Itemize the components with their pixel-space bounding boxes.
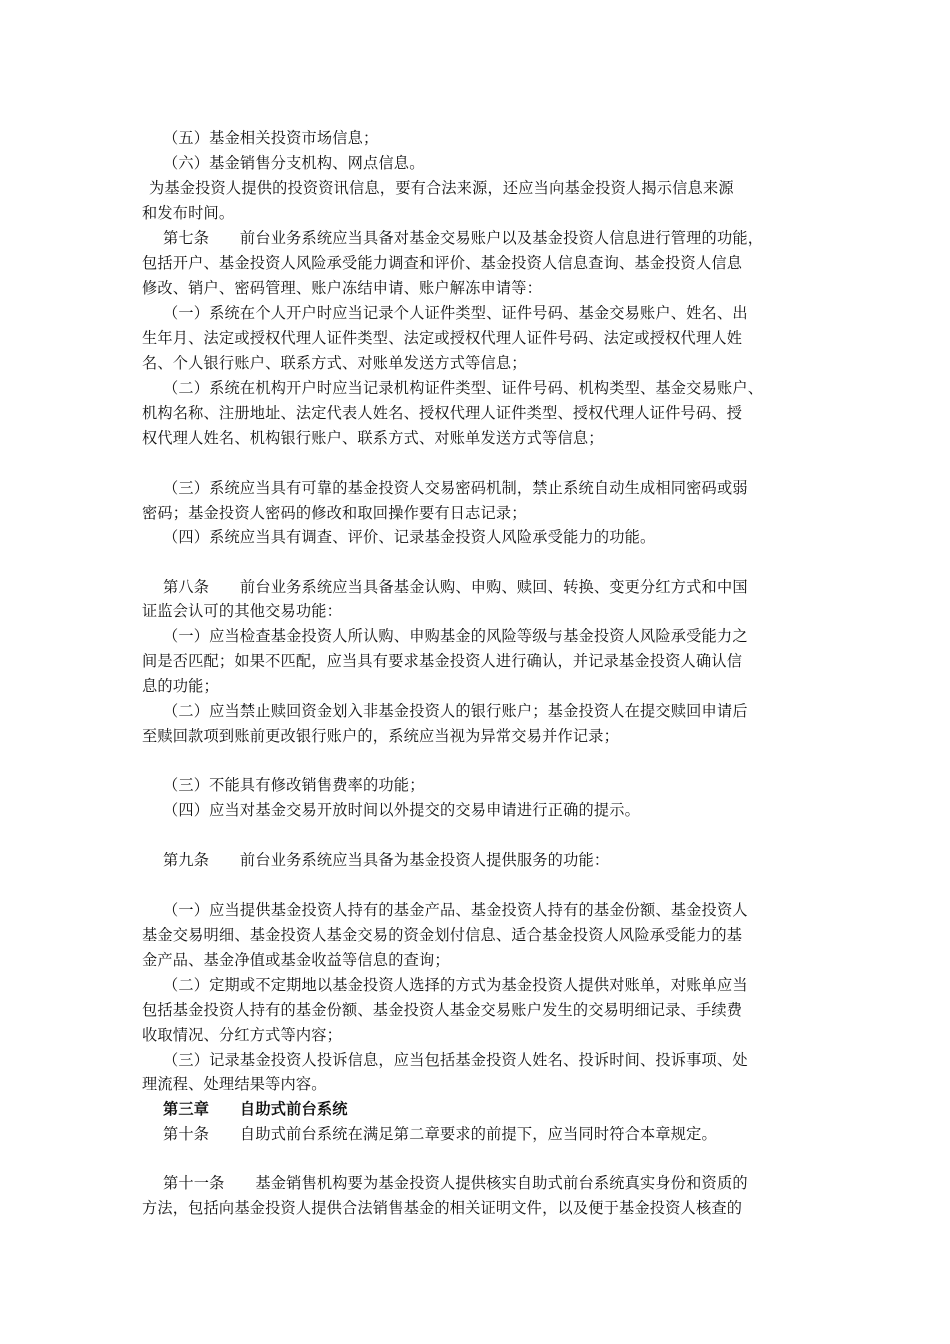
text-line: 基金交易明细、基金投资人基金交易的资金划付信息、适合基金投资人风险承受能力的基 xyxy=(142,926,743,944)
text-line: 生年月、法定或授权代理人证件类型、法定或授权代理人证件号码、法定或授权代理人姓 xyxy=(142,329,743,347)
text-line: 收取情况、分红方式等内容； xyxy=(142,1026,343,1044)
text-line: 包括开户、基金投资人风险承受能力调查和评价、基金投资人信息查询、基金投资人信息 xyxy=(142,254,743,272)
text-line: （三）记录基金投资人投诉信息，应当包括基金投资人姓名、投诉时间、投诉事项、处 xyxy=(163,1051,748,1069)
text-line: 为基金投资人提供的投资资讯信息，要有合法来源，还应当向基金投资人揭示信息来源 xyxy=(149,179,734,197)
text-line: （四）系统应当具有调查、评价、记录基金投资人风险承受能力的功能。 xyxy=(163,528,656,546)
text-line: （一）应当检查基金投资人所认购、申购基金的风险等级与基金投资人风险承受能力之 xyxy=(163,627,748,645)
text-line: 息的功能； xyxy=(142,677,219,695)
text-line: 间是否匹配；如果不匹配，应当具有要求基金投资人进行确认，并记录基金投资人确认信 xyxy=(142,652,743,670)
article-heading-line: 第八条 前台业务系统应当具备基金认购、申购、赎回、转换、变更分红方式和中国 xyxy=(163,578,748,596)
article-heading-line: 第九条 前台业务系统应当具备为基金投资人提供服务的功能： xyxy=(163,851,610,869)
article-heading-line: 第十一条 基金销售机构要为基金投资人提供核实自助式前台系统真实身份和资质的 xyxy=(163,1174,748,1192)
text-line: （四）应当对基金交易开放时间以外提交的交易申请进行正确的提示。 xyxy=(163,801,641,819)
text-line: （二）定期或不定期地以基金投资人选择的方式为基金投资人提供对账单，对账单应当 xyxy=(163,976,748,994)
text-line: 密码；基金投资人密码的修改和取回操作要有日志记录； xyxy=(142,504,527,522)
text-line: 金产品、基金净值或基金收益等信息的查询； xyxy=(142,951,450,969)
text-line: 至赎回款项到账前更改银行账户的，系统应当视为异常交易并作记录； xyxy=(142,727,620,745)
text-line: （三）不能具有修改销售费率的功能； xyxy=(163,776,425,794)
text-line: 证监会认可的其他交易功能： xyxy=(142,602,343,620)
text-line: 理流程、处理结果等内容。 xyxy=(142,1075,327,1093)
chapter-heading: 第三章 自助式前台系统 xyxy=(163,1100,348,1118)
text-line: （一）系统在个人开户时应当记录个人证件类型、证件号码、基金交易账户、姓名、出 xyxy=(163,304,748,322)
text-line: 机构名称、注册地址、法定代表人姓名、授权代理人证件类型、授权代理人证件号码、授 xyxy=(142,404,743,422)
article-heading-line: 第十条 自助式前台系统在满足第二章要求的前提下，应当同时符合本章规定。 xyxy=(163,1125,717,1143)
text-line: （六）基金销售分支机构、网点信息。 xyxy=(163,154,425,172)
text-line: 方法，包括向基金投资人提供合法销售基金的相关证明文件，以及便于基金投资人核查的 xyxy=(142,1199,743,1217)
text-line: （五）基金相关投资市场信息； xyxy=(163,129,379,147)
text-line: 权代理人姓名、机构银行账户、联系方式、对账单发送方式等信息； xyxy=(142,429,604,447)
text-line: （二）应当禁止赎回资金划入非基金投资人的银行账户；基金投资人在提交赎回申请后 xyxy=(163,702,748,720)
text-line: （二）系统在机构开户时应当记录机构证件类型、证件号码、机构类型、基金交易账户、 xyxy=(163,379,764,397)
article-heading-line: 第七条 前台业务系统应当具备对基金交易账户以及基金投资人信息进行管理的功能， xyxy=(163,229,764,247)
text-line: （一）应当提供基金投资人持有的基金产品、基金投资人持有的基金份额、基金投资人 xyxy=(163,901,748,919)
text-line: （三）系统应当具有可靠的基金投资人交易密码机制，禁止系统自动生成相同密码或弱 xyxy=(163,479,748,497)
text-line: 修改、销户、密码管理、账户冻结申请、账户解冻申请等： xyxy=(142,279,543,297)
text-line: 包括基金投资人持有的基金份额、基金投资人基金交易账户发生的交易明细记录、手续费 xyxy=(142,1001,743,1019)
text-line: 名、个人银行账户、联系方式、对账单发送方式等信息； xyxy=(142,354,527,372)
text-line: 和发布时间。 xyxy=(142,204,235,222)
